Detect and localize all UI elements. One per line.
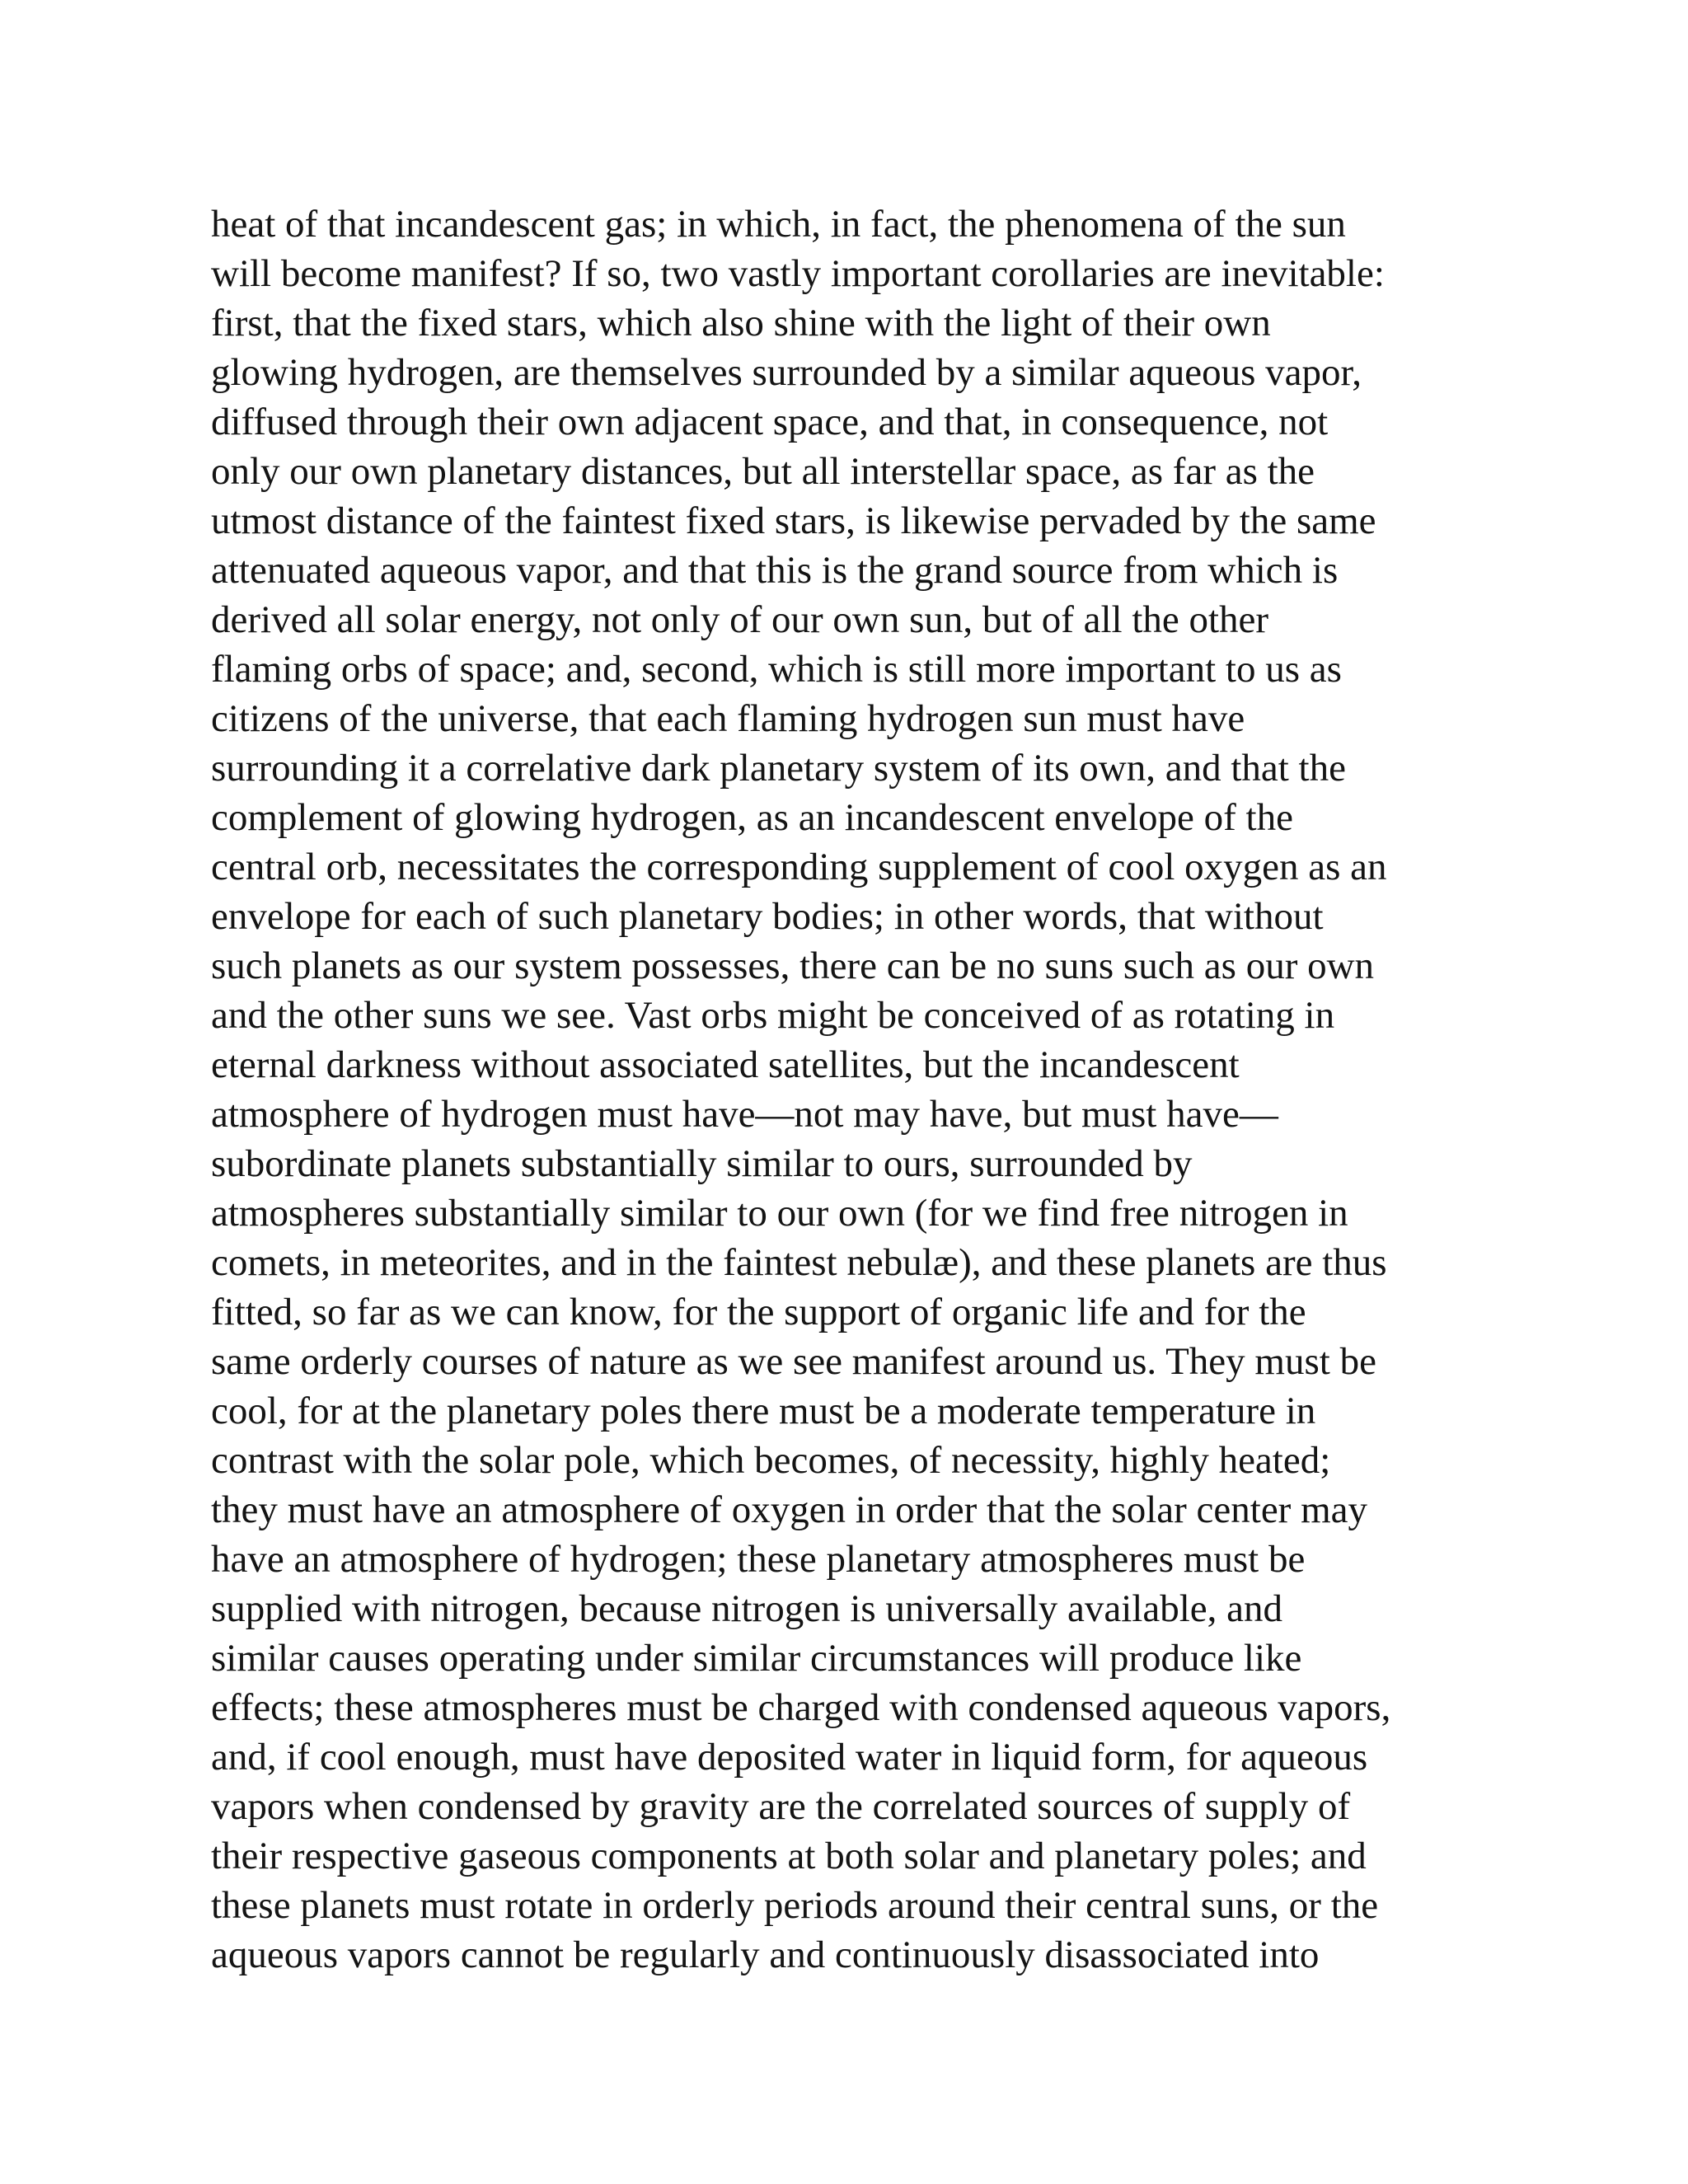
text-line: cool, for at the planetary poles there must be a moderate temperature in [211, 1390, 1316, 1432]
text-line: fitted, so far as we can know, for the support of organic life and for the [211, 1291, 1306, 1333]
text-line: these planets must rotate in orderly periods around their central suns, or the [211, 1884, 1379, 1927]
text-line: atmosphere of hydrogen must have—not may have, but must have— [211, 1093, 1278, 1136]
text-line: flaming orbs of space; and, second, which is still more important to us as [211, 648, 1342, 691]
text-line: surrounding it a correlative dark planetary system of its own, and that the [211, 747, 1346, 790]
text-line: central orb, necessitates the corresponding supplement of cool oxygen as an [211, 846, 1387, 888]
text-line: complement of glowing hydrogen, as an incandescent envelope of the [211, 796, 1293, 839]
body-text [211, 199, 1530, 1980]
text-line: vapors when condensed by gravity are the correlated sources of supply of [211, 1785, 1351, 1828]
text-line: citizens of the universe, that each flaming hydrogen sun must have [211, 697, 1245, 740]
text-line: they must have an atmosphere of oxygen in order that the solar center may [211, 1488, 1368, 1531]
text-line: effects; these atmospheres must be charged with condensed aqueous vapors, [211, 1686, 1391, 1729]
text-line: aqueous vapors cannot be regularly and continuously disassociated into [211, 1933, 1320, 1976]
text-line: will become manifest? If so, two vastly important corollaries are inevitable: [211, 252, 1385, 295]
text-line: such planets as our system possesses, there can be no suns such as our own [211, 944, 1375, 987]
text-line: derived all solar energy, not only of our own sun, but of all the other [211, 598, 1269, 641]
text-line: envelope for each of such planetary bodies; in other words, that without [211, 895, 1324, 938]
text-line: heat of that incandescent gas; in which, in fact, the phenomena of the sun [211, 203, 1346, 246]
text-line: utmost distance of the faintest fixed stars, is likewise pervaded by the same [211, 499, 1376, 542]
text-line: supplied with nitrogen, because nitrogen is universally available, and [211, 1587, 1282, 1630]
text-line: their respective gaseous components at both solar and planetary poles; and [211, 1835, 1367, 1877]
text-line: comets, in meteorites, and in the faintest nebulæ), and these planets are thus [211, 1241, 1387, 1284]
text-line: and the other suns we see. Vast orbs might be conceived of as rotating in [211, 994, 1335, 1037]
text-line: subordinate planets substantially similar to ours, surrounded by [211, 1142, 1193, 1185]
text-line: atmospheres substantially similar to our own (for we find free nitrogen in [211, 1192, 1348, 1235]
text-line: first, that the fixed stars, which also shine with the light of their own [211, 302, 1271, 344]
text-line: and, if cool enough, must have deposited water in liquid form, for aqueous [211, 1736, 1368, 1779]
text-line: same orderly courses of nature as we see manifest around us. They must be [211, 1340, 1376, 1383]
text-line: have an atmosphere of hydrogen; these planetary atmospheres must be [211, 1538, 1306, 1581]
text-line: similar causes operating under similar circumstances will produce like [211, 1637, 1302, 1680]
text-line: only our own planetary distances, but all interstellar space, as far as the [211, 450, 1315, 493]
text-line: diffused through their own adjacent space, and that, in consequence, not [211, 401, 1329, 443]
text-line: contrast with the solar pole, which becomes, of necessity, highly heated; [211, 1439, 1331, 1482]
text-line: eternal darkness without associated satellites, but the incandescent [211, 1043, 1240, 1086]
text-line: attenuated aqueous vapor, and that this is the grand source from which is [211, 549, 1339, 592]
text-line: glowing hydrogen, are themselves surrounded by a similar aqueous vapor, [211, 351, 1362, 394]
